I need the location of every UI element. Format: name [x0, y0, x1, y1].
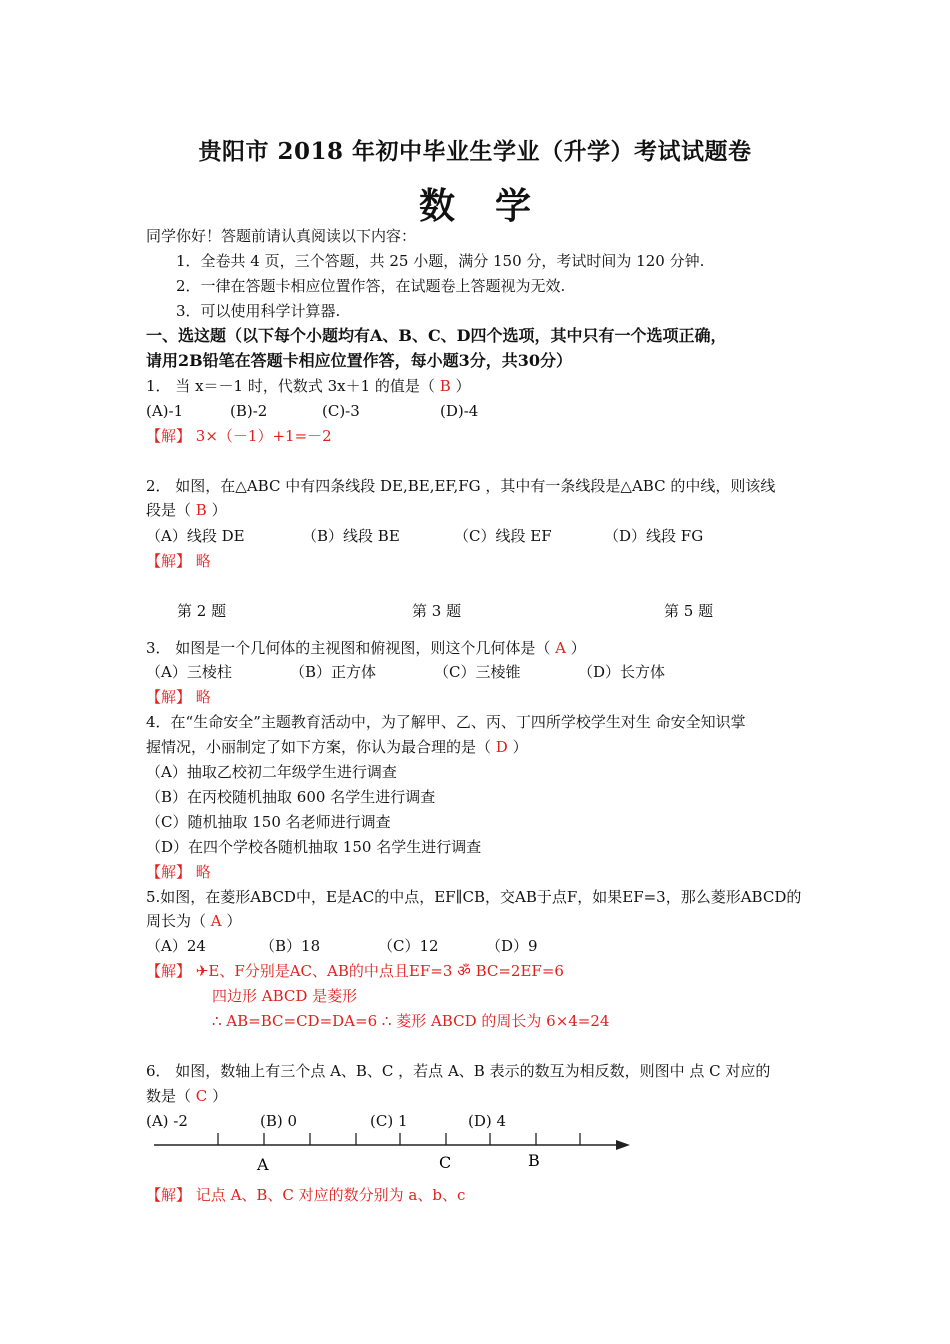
question-stem-text: ） [455, 377, 471, 395]
question-stem-text: ） [512, 738, 528, 756]
option: （D）在四个学校各随机抽取 150 名学生进行调查 [146, 838, 482, 856]
solution [146, 862, 211, 882]
option: （B）在丙校随机抽取 600 名学生进行调查 [146, 788, 436, 806]
answer-mark: C [195, 1087, 208, 1105]
point-label-a: A [257, 1155, 269, 1174]
question-stem-text: ） [211, 501, 227, 519]
question-2-stem [146, 500, 227, 520]
option: (B)-2 [230, 402, 268, 420]
subject-title: 数学 [418, 185, 571, 227]
question-stem-text: 数是（ [146, 1087, 192, 1105]
option: （A）24 [146, 937, 206, 955]
instruction-item: 2．一律在答题卡相应位置作答，在试题卷上答题视为无效. [176, 277, 566, 295]
option: (D) 4 [468, 1112, 507, 1130]
option: （C）随机抽取 150 名老师进行调查 [146, 813, 391, 831]
option: （B）线段 BE [302, 527, 400, 545]
question-stem-text: 握情况，小丽制定了如下方案，你认为最合理的是（ [146, 738, 492, 756]
exam-title: 贵阳市 2018 年初中毕业生学业（升学）考试试题卷 [198, 138, 752, 165]
solution-text: 四边形 ABCD 是菱形 [212, 987, 358, 1005]
question-stem-text: ） [570, 639, 586, 657]
question-3-stem [146, 638, 586, 658]
question-4-stem [146, 737, 528, 757]
option: （B）正方体 [290, 663, 377, 681]
question-4-stem: 4．在“生命安全”主题教育活动中，为了解甲、乙、丙、丁四所学校学生对生 命安全知识掌 [146, 713, 746, 731]
option: (A) -2 [146, 1112, 188, 1130]
solution [146, 426, 332, 446]
answer-mark: A [210, 912, 222, 930]
answer-mark: B [439, 377, 451, 395]
answer-mark: A [555, 639, 566, 657]
solution-text: 3×（－1）+1=－2 [195, 427, 332, 445]
option: （D）长方体 [578, 663, 666, 681]
solution-label: 【解】 [146, 863, 192, 881]
option: （A）抽取乙校初二年级学生进行调查 [146, 763, 397, 781]
option: （A）三棱柱 [146, 663, 232, 681]
section-heading: 一、选这题（以下每个小题均有A、B、C、D四个选项，其中只有一个选项正确， [146, 326, 727, 345]
option: (C) 1 [370, 1112, 408, 1130]
solution-label: 【解】 [146, 688, 192, 706]
solution-text: ∴ AB=BC=CD=DA=6 ∴ 菱形 ABCD 的周长为 6×4=24 [212, 1012, 610, 1030]
question-5-stem [146, 911, 241, 931]
solution-text: 略 [195, 863, 211, 881]
option: (B) 0 [260, 1112, 298, 1130]
solution-text: 略 [195, 688, 211, 706]
question-6-stem [146, 1086, 227, 1106]
question-stem-text: 周长为（ [146, 912, 207, 930]
question-6-stem: 6． 如图，数轴上有三个点 A、B、C ，若点 A、B 表示的数互为相反数，则图中 点 C 对应的 [146, 1062, 771, 1080]
solution [146, 551, 211, 571]
solution [146, 1185, 465, 1205]
option: （D）线段 FG [604, 527, 704, 545]
instructions-greeting: 同学你好！答题前请认真阅读以下内容： [146, 227, 417, 245]
question-2-stem: 2． 如图，在△ABC 中有四条线段 DE,BE,EF,FG ，其中有一条线段是△ABC 的中线，则该线 [146, 477, 776, 495]
question-stem-text: ） [226, 912, 242, 930]
question-5-stem: 5.如图，在菱形ABCD中，E是AC的中点，EF∥CB，交AB于点F，如果EF=3，那么菱形ABCD的 [146, 888, 802, 906]
option: （C）三棱锥 [434, 663, 521, 681]
instruction-item: 3．可以使用科学计算器. [176, 302, 341, 320]
figure-caption: 第 2 题 [177, 602, 227, 620]
number-line-arrow-icon [616, 1140, 630, 1150]
option: （C）线段 EF [454, 527, 552, 545]
solution-text: ✈E、F分别是AC、AB的中点且EF=3 ॐ BC=2EF=6 [195, 962, 564, 980]
option: （A）线段 DE [146, 527, 245, 545]
question-stem-text: 3． 如图是一个几何体的主视图和俯视图，则这个几何体是（ [146, 639, 551, 657]
option: （B）18 [260, 937, 321, 955]
point-label-c: C [439, 1153, 452, 1172]
question-stem-text: 1． 当 x＝－1 时，代数式 3x＋1 的值是（ [146, 377, 435, 395]
number-line-figure [150, 1128, 640, 1178]
question-stem-text: ） [212, 1087, 228, 1105]
question-stem-text: 段是（ [146, 501, 192, 519]
solution-label: 【解】 [146, 1186, 192, 1204]
option: (D)-4 [440, 402, 479, 420]
option: (A)-1 [146, 402, 184, 420]
solution-label: 【解】 [146, 552, 192, 570]
solution-text: 略 [195, 552, 211, 570]
answer-mark: D [495, 738, 508, 756]
solution-label: 【解】 [146, 962, 192, 980]
option: (C)-3 [322, 402, 360, 420]
figure-caption: 第 3 题 [412, 602, 462, 620]
solution-text: 记点 A、B、C 对应的数分别为 a、b、c [195, 1186, 466, 1204]
answer-mark: B [195, 501, 207, 519]
section-heading: 请用2B铅笔在答题卡相应位置作答，每小题3分，共30分） [146, 351, 573, 370]
number-line-ticks [218, 1133, 580, 1145]
solution-label: 【解】 [146, 427, 192, 445]
question-1-stem [146, 376, 471, 396]
point-label-b: B [528, 1151, 540, 1170]
solution [146, 687, 211, 707]
option: （D）9 [486, 937, 538, 955]
instruction-item: 1．全卷共 4 页，三个答题，共 25 小题，满分 150 分，考试时间为 120 分钟. [176, 252, 705, 270]
solution [146, 961, 564, 981]
figure-caption: 第 5 题 [664, 602, 714, 620]
option: （C）12 [378, 937, 439, 955]
